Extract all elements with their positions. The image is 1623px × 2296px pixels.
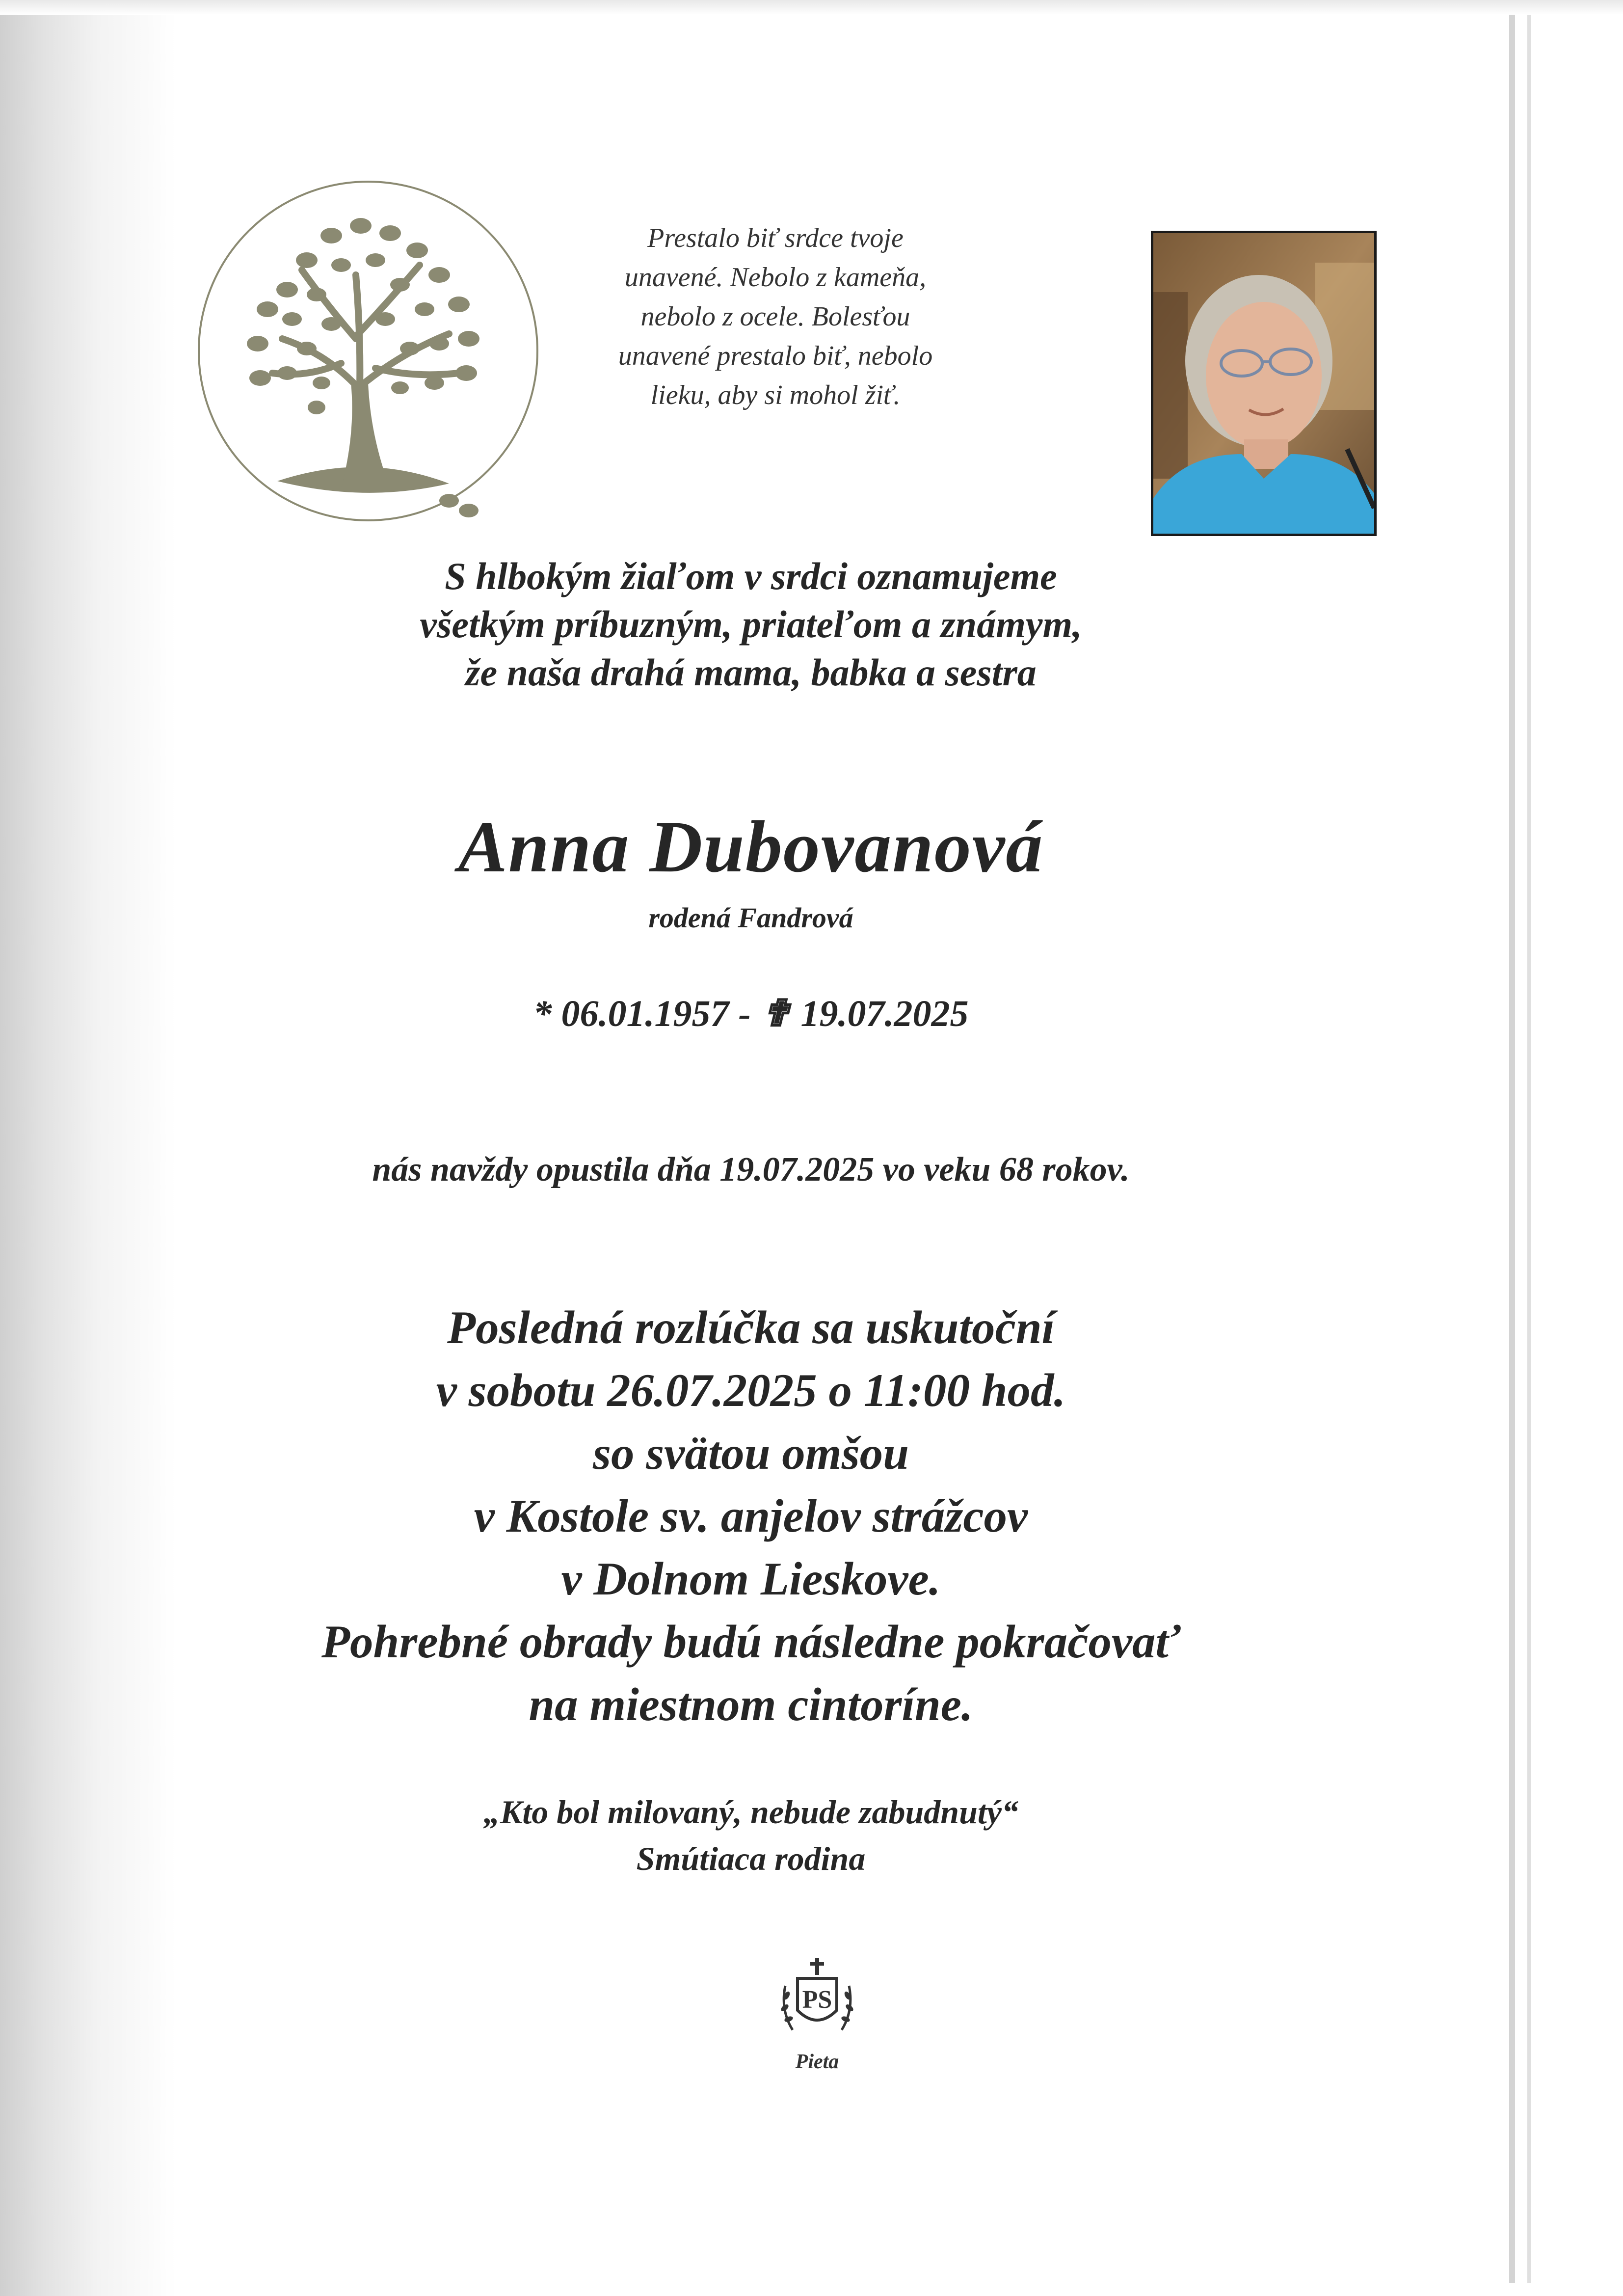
announcement-intro xyxy=(196,552,1305,697)
intro-line: všetkým príbuzným, priateľom a známym, xyxy=(420,603,1082,646)
closing-motto: „Kto bol milovaný, nebude zabudnutý“ xyxy=(483,1793,1018,1831)
intro-line: že naša drahá mama, babka a sestra xyxy=(465,651,1037,694)
passed-away-text: nás navždy opustila dňa 19.07.2025 vo veku 68 rokov. xyxy=(372,1151,1130,1189)
ceremony-line: Pohrebné obrady budú následne pokračovať xyxy=(321,1616,1180,1668)
birth-death-dates: * 06.01.1957 - ✟ 19.07.2025 xyxy=(533,993,969,1034)
scan-shadow xyxy=(0,0,177,2296)
portrait-photo xyxy=(1151,231,1377,536)
ceremony-line: v Kostole sv. anjelov strážcov xyxy=(474,1490,1028,1542)
family-signature: Smútiaca rodina xyxy=(636,1840,866,1877)
pieta-label: Pieta xyxy=(795,2051,839,2073)
ceremony-line: na miestnom cintoríne. xyxy=(529,1678,973,1730)
page-edge-line xyxy=(1509,15,1515,2283)
pieta-emblem-icon xyxy=(773,1956,861,2045)
tree-of-life-icon xyxy=(194,177,547,530)
poem xyxy=(599,218,952,415)
pieta-logo-text: PS xyxy=(802,1986,832,2014)
ceremony-line: Posledná rozlúčka sa uskutoční xyxy=(447,1301,1055,1353)
page-edge-line-inner xyxy=(1527,15,1531,2283)
poem-line: nebolo z ocele. Bolesťou xyxy=(640,301,910,332)
poem-line: unavené. Nebolo z kameňa, xyxy=(624,262,927,293)
poem-line: unavené prestalo biť, nebolo xyxy=(618,341,933,371)
scan-top-edge xyxy=(0,0,1623,15)
poem-line: lieku, aby si mohol žiť. xyxy=(650,380,901,410)
ceremony-line: so svätou omšou xyxy=(592,1427,909,1479)
poem-line: Prestalo biť srdce tvoje xyxy=(647,223,904,253)
intro-line: S hlbokým žiaľom v srdci oznamujeme xyxy=(445,555,1057,597)
maiden-name: rodená Fandrová xyxy=(648,902,853,934)
deceased-name: Anna Dubovanová xyxy=(458,806,1044,888)
ceremony-details xyxy=(196,1296,1305,1736)
ceremony-line: v sobotu 26.07.2025 o 11:00 hod. xyxy=(436,1364,1066,1416)
ceremony-line: v Dolnom Lieskove. xyxy=(561,1553,941,1605)
